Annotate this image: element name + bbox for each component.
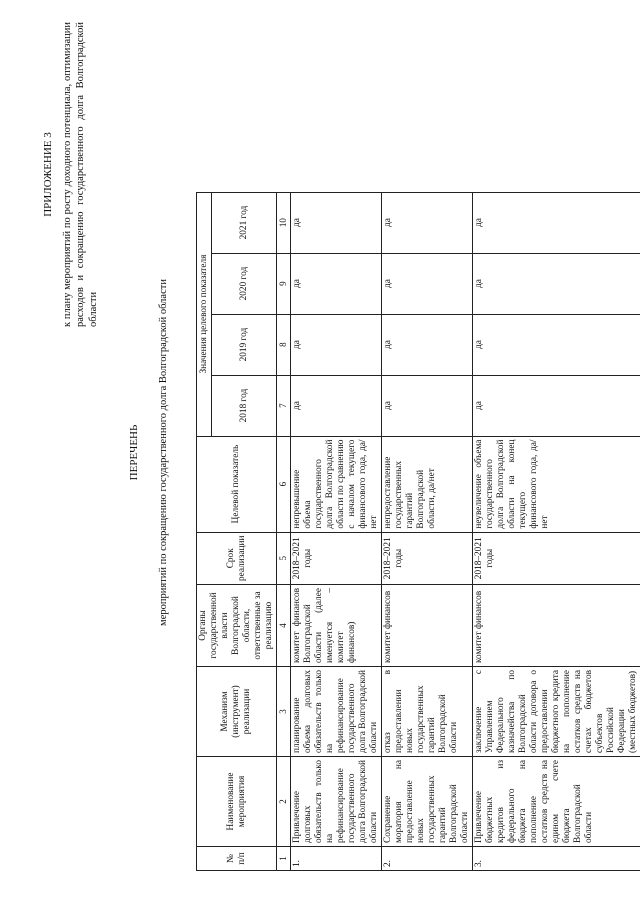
- column-number: 10: [277, 192, 291, 253]
- row-bodies: комитет финансов Волгоградской области (далее именуется – комитет финансов): [291, 585, 382, 667]
- row-term: 2018–2021 годы: [382, 532, 473, 584]
- row-value-2020: да: [382, 253, 473, 314]
- column-numbers-row: [277, 192, 291, 870]
- row-mechanism: планирование объема долговых обязательств только на рефинансирование государственного долга Волгоградской области: [291, 667, 382, 757]
- row-value-2019: да: [382, 314, 473, 375]
- row-value-2020: да: [473, 253, 640, 314]
- row-name: Привлечение бюджетных кредитов из федерального бюджета на пополнение остатков средств на едином счете бюджета Волгоградской области: [473, 757, 640, 847]
- row-value-2018: да: [473, 375, 640, 436]
- row-bodies: комитет финансов: [382, 585, 473, 667]
- appendix-text: к плану мероприятий по росту доходного потенциала, оптимизации расходов и сокращению государственного долга Волгоградской области: [62, 22, 99, 327]
- column-number: 4: [277, 585, 291, 667]
- header-year-2021: 2021 год: [212, 192, 277, 253]
- column-number: 7: [277, 375, 291, 436]
- column-number: 1: [277, 847, 291, 871]
- row-mechanism: отказ в предоставлении новых государственных гарантий Волгоградской области: [382, 667, 473, 757]
- row-value-2021: да: [291, 192, 382, 253]
- row-num: 2.: [382, 847, 473, 871]
- row-indicator: неувеличение объема государственного долга Волгоградской области на конец текущего финансового года, да/нет: [473, 436, 640, 532]
- row-value-2021: да: [382, 192, 473, 253]
- row-num: 3.: [473, 847, 640, 871]
- column-number: 9: [277, 253, 291, 314]
- row-num: 1.: [291, 847, 382, 871]
- table-row: [473, 192, 640, 870]
- row-value-2019: да: [291, 314, 382, 375]
- row-term: 2018–2021 годы: [291, 532, 382, 584]
- row-value-2019: да: [473, 314, 640, 375]
- document-title: ПЕРЕЧЕНЬ: [128, 424, 140, 481]
- header-year-2020: 2020 год: [212, 253, 277, 314]
- row-value-2018: да: [382, 375, 473, 436]
- row-name: Привлечение долговых обязательств только на рефинансирование государственного долга Волгоградской области: [291, 757, 382, 847]
- row-value-2021: да: [473, 192, 640, 253]
- row-indicator: непредоставление государственных гарантий Волгоградской области, да/нет: [382, 436, 473, 532]
- header-name: Наименование мероприятия: [197, 757, 277, 847]
- row-bodies: комитет финансов: [473, 585, 640, 667]
- row-mechanism: заключение с Управлением Федерального казначейства по Волгоградской области договора о предоставлении бюджетного кредита на пополнение остатков средств на счетах бюджетов субъектов Российской Федерации (местных бюджетов): [473, 667, 640, 757]
- column-number: 5: [277, 532, 291, 584]
- header-year-2018: 2018 год: [212, 375, 277, 436]
- header-bodies: Органы государственной власти Волгоградской области, ответственные за реализацию: [197, 585, 277, 667]
- column-number: 8: [277, 314, 291, 375]
- column-number: 2: [277, 757, 291, 847]
- header-term: Срок реализации: [197, 532, 277, 584]
- measures-table: [196, 192, 640, 871]
- header-mechanism: Механизм (инструмент) реализации: [197, 667, 277, 757]
- header-row: [197, 192, 212, 870]
- document-subtitle: мероприятий по сокращению государственного долга Волгоградской области: [158, 279, 169, 626]
- header-num: № п/п: [197, 847, 277, 871]
- appendix-block: [42, 22, 100, 327]
- table-row: [382, 192, 473, 870]
- column-number: 6: [277, 436, 291, 532]
- row-value-2018: да: [291, 375, 382, 436]
- row-indicator: непревышение объема государственного долга Волгоградской области по сравнению с началом текущего финансового года, да/нет: [291, 436, 382, 532]
- column-number: 3: [277, 667, 291, 757]
- appendix-heading: ПРИЛОЖЕНИЕ 3: [42, 132, 54, 217]
- header-values-group: Значения целевого показателя: [197, 192, 212, 436]
- table-row: [291, 192, 382, 870]
- header-year-2019: 2019 год: [212, 314, 277, 375]
- header-indicator: Целевой показатель: [197, 436, 277, 532]
- row-name: Сохранение моратория на предоставление новых государственных гарантий Волгоградской области: [382, 757, 473, 847]
- row-value-2020: да: [291, 253, 382, 314]
- row-term: 2018–2021 годы: [473, 532, 640, 584]
